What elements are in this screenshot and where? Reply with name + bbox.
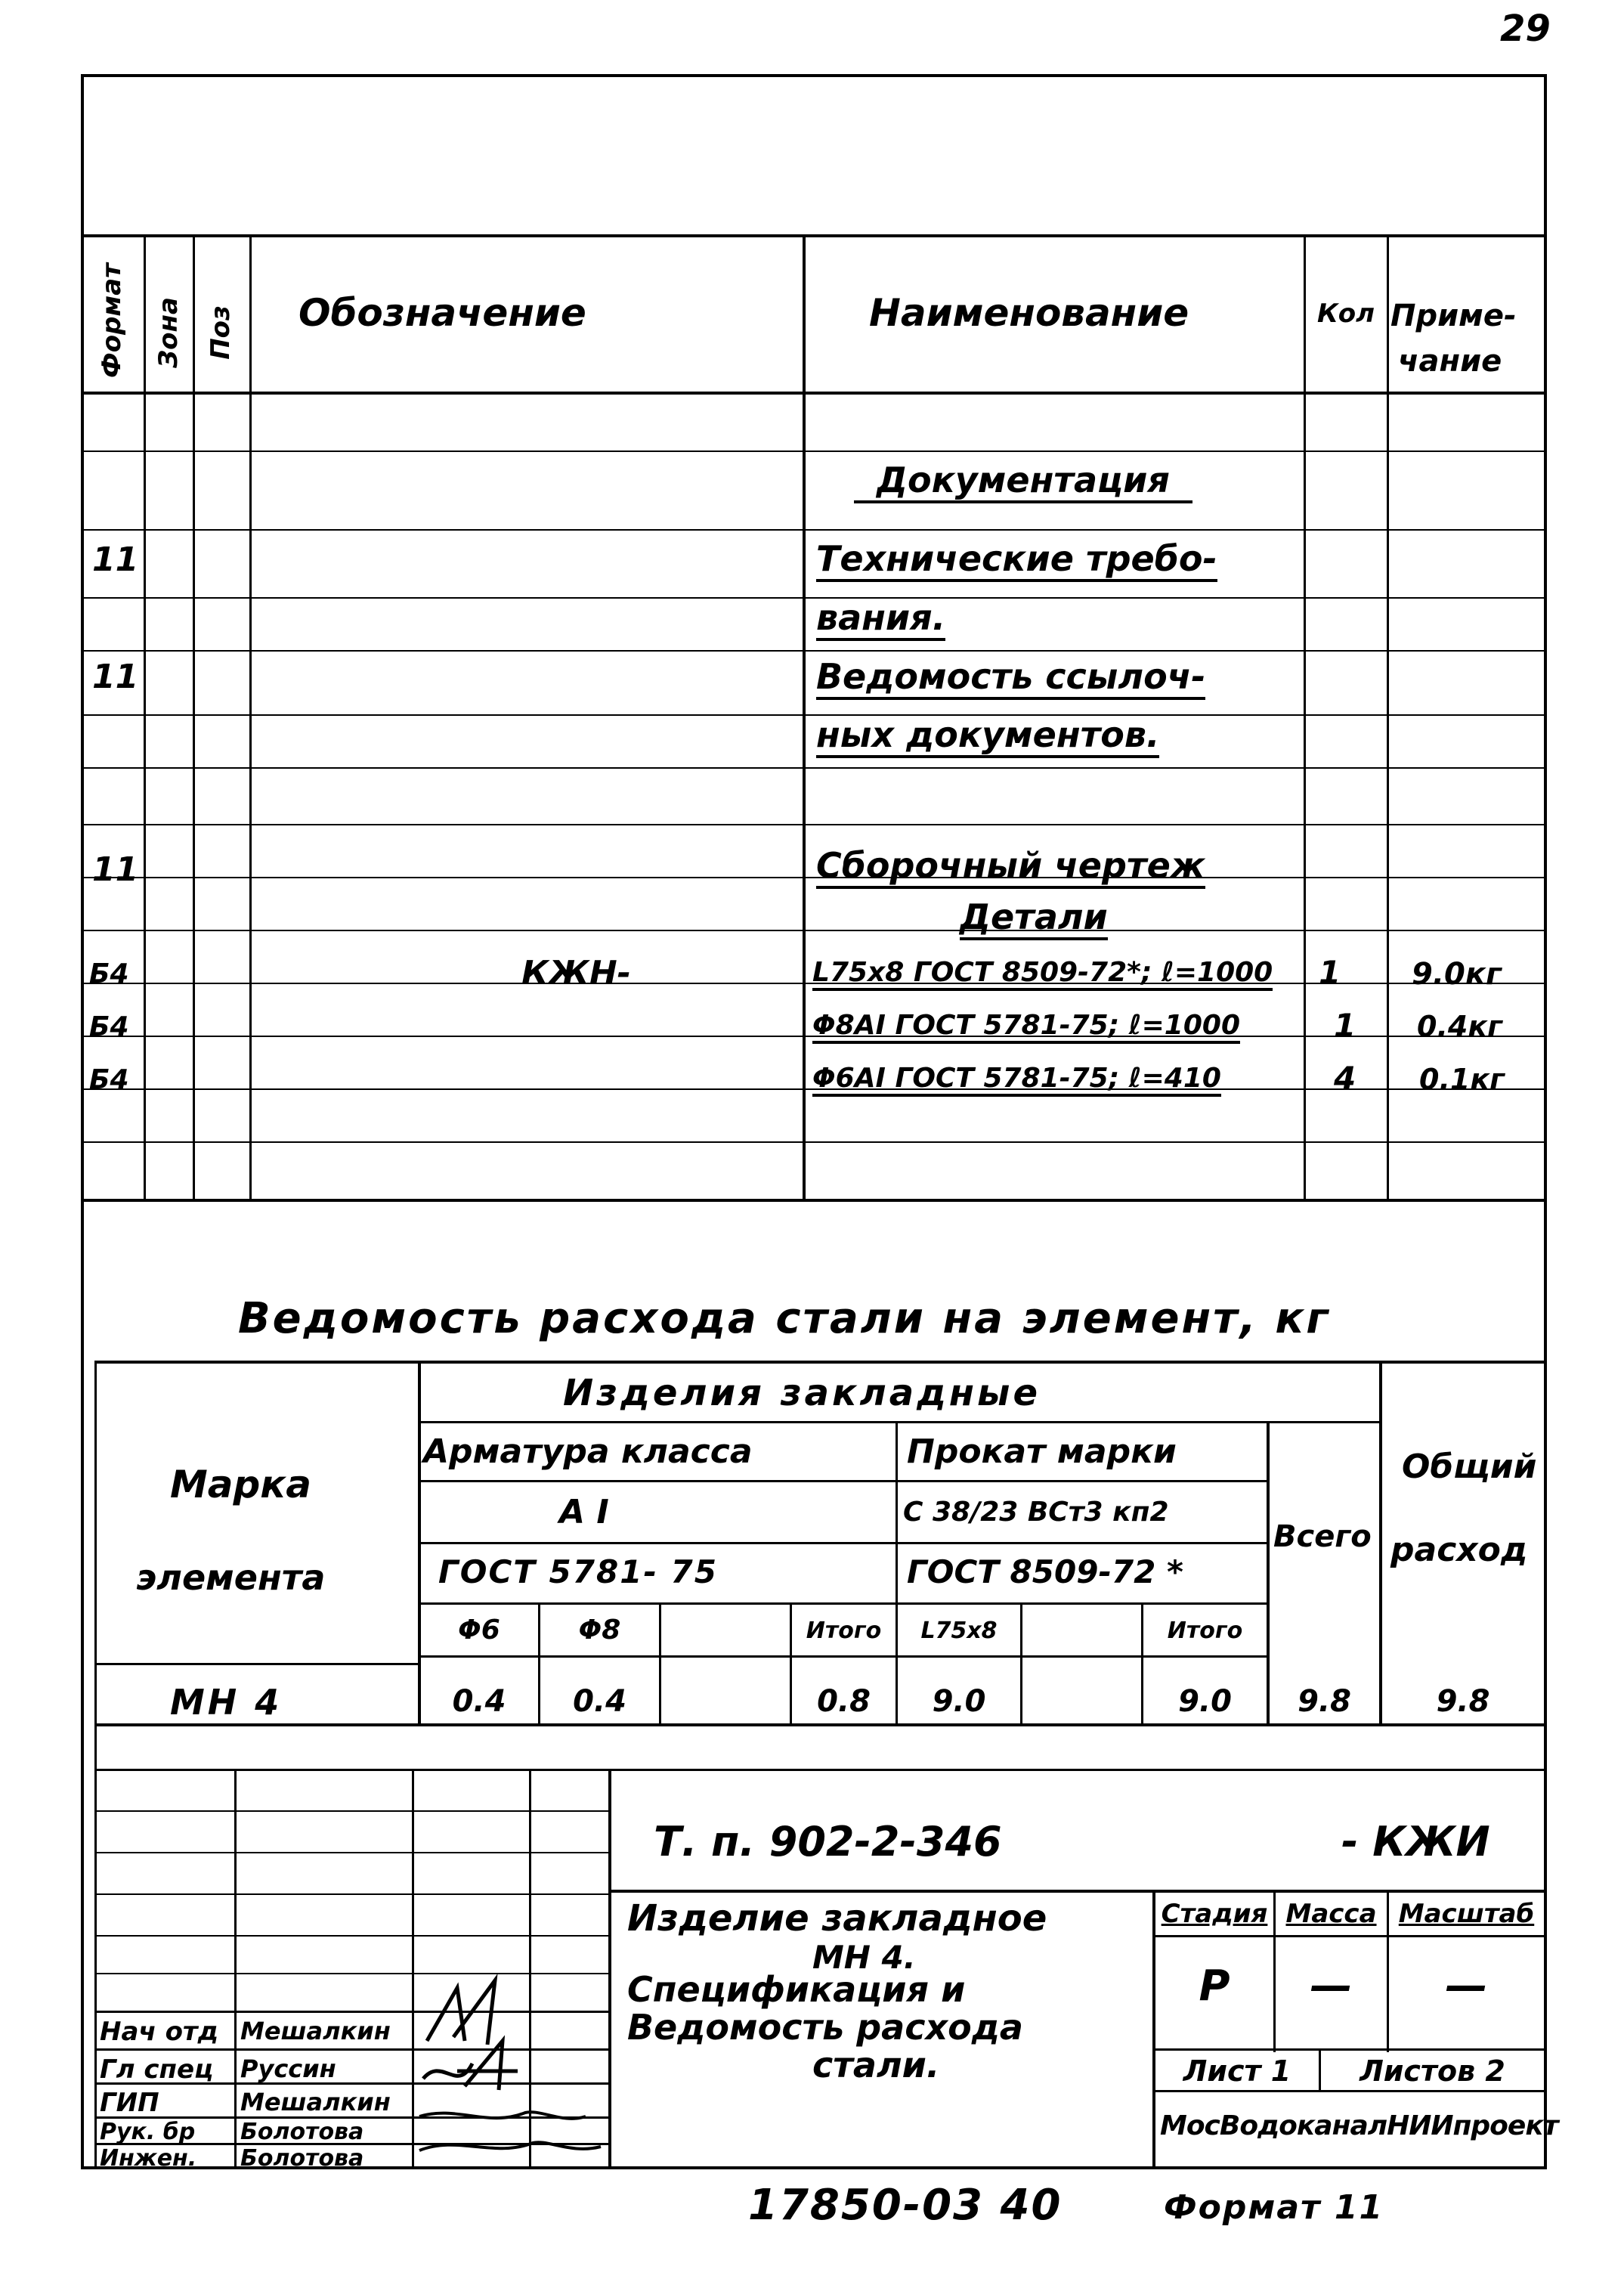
- rolled-gost: ГОСТ 8509-72 *: [907, 1553, 1183, 1590]
- header-qty: Кол: [1316, 299, 1375, 329]
- row-f6: 0.4: [452, 1684, 506, 1719]
- r1-name-2: вания.: [816, 597, 945, 641]
- row-grand: 9.8: [1436, 1684, 1490, 1719]
- sheet-format: Формат 11: [1164, 2188, 1384, 2227]
- scale-header: Масштаб: [1398, 1899, 1535, 1929]
- row-itogo-1: 0.8: [817, 1684, 871, 1719]
- rolled-mark-label: Прокат марки: [907, 1432, 1177, 1471]
- r2-format: 11: [92, 658, 139, 696]
- stage-value: Р: [1199, 1961, 1230, 2011]
- spec-header-line: [81, 392, 1547, 395]
- spec-bottom-line: [81, 1199, 1547, 1202]
- d1-name: L75x8 ГОСТ 8509-72*; ℓ=1000: [812, 957, 1273, 991]
- archive-number: 17850-03 40: [748, 2181, 1063, 2230]
- mark-label-1: Марка: [170, 1463, 311, 1506]
- sub-f8: Φ8: [578, 1615, 621, 1646]
- d3-format: Б4: [89, 1064, 129, 1095]
- d2-qty: 1: [1334, 1007, 1356, 1044]
- sub-f6: Φ6: [458, 1615, 500, 1646]
- role-5: Инжен.: [100, 2145, 197, 2172]
- mass-header: Масса: [1285, 1899, 1377, 1929]
- r2-name-2: ных документов.: [816, 714, 1159, 758]
- steel-bottom-line: [94, 1723, 1547, 1726]
- desc-1: Изделие закладное: [627, 1897, 1047, 1940]
- spec-top-line: [81, 234, 1547, 237]
- scale-value: —: [1445, 1961, 1488, 2011]
- row-f8: 0.4: [573, 1684, 626, 1719]
- rolled-grade: С 38/23 ВСт3 кп2: [903, 1497, 1169, 1528]
- d1-format: Б4: [89, 958, 129, 989]
- d1-note: 9.0кг: [1412, 957, 1502, 992]
- header-designation: Обозначение: [299, 291, 586, 335]
- r2-name-1: Ведомость ссылоч-: [816, 656, 1205, 700]
- d2-name: Φ8AI ГОСТ 5781-75; ℓ=1000: [812, 1010, 1240, 1044]
- r3-format: 11: [92, 850, 139, 889]
- r3-name-1: Сборочный чертеж: [816, 845, 1205, 889]
- header-format: Формат: [97, 263, 127, 378]
- d2-format: Б4: [89, 1011, 129, 1042]
- d3-note: 0.1кг: [1419, 1063, 1505, 1096]
- d2-note: 0.4кг: [1417, 1010, 1502, 1043]
- mark-label-2: элемента: [136, 1557, 326, 1598]
- r1-format: 11: [92, 540, 139, 579]
- desc-4: Ведомость расхода: [627, 2007, 1023, 2048]
- page-number: 29: [1500, 8, 1551, 50]
- sub-itogo-1: Итого: [806, 1618, 882, 1644]
- doc-suffix: - КЖИ: [1341, 1818, 1490, 1865]
- stage-header: Стадия: [1161, 1899, 1268, 1929]
- doc-heading: Документация: [854, 460, 1192, 503]
- rebar-class-label: Арматура класса: [423, 1432, 753, 1471]
- desc-2: МН 4.: [812, 1939, 916, 1976]
- rebar-gost: ГОСТ 5781- 75: [438, 1553, 718, 1590]
- role-3: ГИП: [100, 2088, 159, 2118]
- grand-label-2: расход: [1390, 1531, 1528, 1569]
- frame-right: [1544, 74, 1547, 2168]
- r1-name-1: Технические требо-: [816, 538, 1217, 582]
- d1-qty: 1: [1319, 954, 1341, 991]
- header-name: Наименование: [869, 291, 1189, 335]
- frame-left: [81, 74, 84, 2168]
- name-1: Мешалкин: [240, 2017, 391, 2045]
- header-note-2: чание: [1398, 344, 1502, 379]
- role-1: Нач отд: [100, 2017, 219, 2047]
- name-2: Руссин: [240, 2054, 336, 2083]
- row-l75: 9.0: [932, 1684, 986, 1719]
- doc-code: Т. п. 902-2-346: [654, 1818, 1002, 1865]
- row-total: 9.8: [1298, 1684, 1351, 1719]
- organization: МосВодоканалНИИпроект: [1160, 2110, 1558, 2141]
- sub-itogo-2: Итого: [1167, 1618, 1243, 1644]
- mass-value: —: [1310, 1961, 1353, 2011]
- row-mark: МН 4: [170, 1682, 283, 1723]
- sub-l75: L75x8: [920, 1618, 998, 1644]
- name-4: Болотова: [240, 2119, 364, 2145]
- signatures: [412, 1965, 616, 2169]
- desc-5: стали.: [812, 2045, 940, 2085]
- sheets-total: Листов 2: [1360, 2054, 1505, 2088]
- rebar-grade: А I: [559, 1493, 609, 1531]
- details-heading: Детали: [960, 896, 1108, 940]
- steel-title: Ведомость расхода стали на элемент, кг: [238, 1294, 1331, 1343]
- d3-name: Φ6AI ГОСТ 5781-75; ℓ=410: [812, 1063, 1221, 1097]
- frame-top: [81, 74, 1547, 77]
- grand-label-1: Общий: [1402, 1447, 1537, 1486]
- name-3: Мешалкин: [240, 2088, 391, 2116]
- sheet-number: Лист 1: [1183, 2054, 1291, 2088]
- d3-qty: 4: [1334, 1060, 1356, 1097]
- header-pos: Поз: [206, 305, 236, 360]
- embedded-label: Изделия закладные: [563, 1372, 1041, 1414]
- header-zone: Зона: [153, 297, 184, 368]
- row-itogo-2: 9.0: [1178, 1684, 1232, 1719]
- name-5: Болотова: [240, 2145, 364, 2172]
- steel-top-line: [94, 1361, 1547, 1364]
- total-label: Всего: [1273, 1519, 1372, 1554]
- role-2: Гл спец: [100, 2054, 214, 2085]
- header-note-1: Приме-: [1390, 299, 1517, 333]
- d1-designation: КЖН-: [521, 954, 631, 992]
- role-4: Рук. бр: [100, 2119, 196, 2145]
- desc-3: Спецификация и: [627, 1969, 966, 2010]
